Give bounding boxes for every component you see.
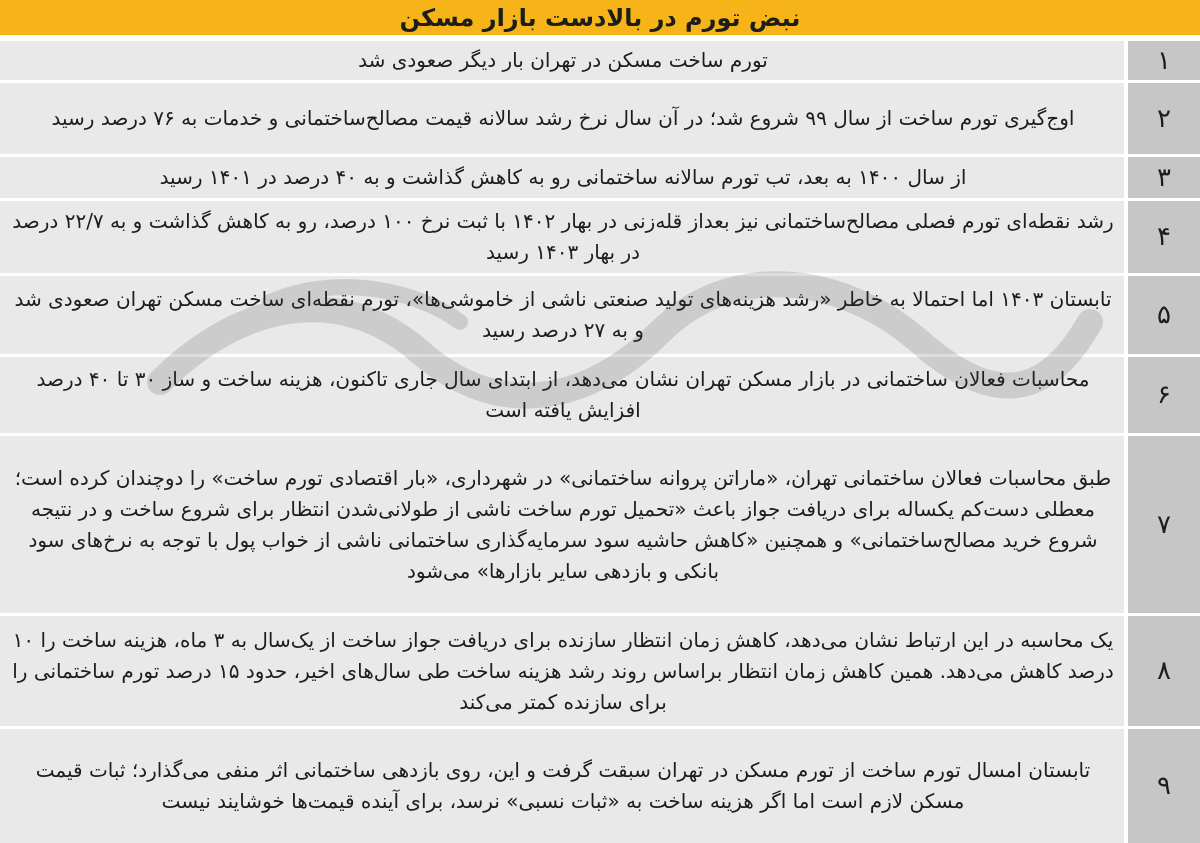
row-text-cell bbox=[0, 436, 1124, 613]
table-row bbox=[0, 83, 1200, 154]
page-title: نبض تورم در بالادست بازار مسکن bbox=[399, 3, 801, 32]
row-text-cell bbox=[0, 276, 1124, 354]
row-text-cell bbox=[0, 201, 1124, 273]
row-number: ۶ bbox=[1128, 357, 1200, 433]
row-number: ۸ bbox=[1128, 616, 1200, 726]
table-row bbox=[0, 357, 1200, 433]
row-number: ۷ bbox=[1128, 436, 1200, 613]
table-row bbox=[0, 436, 1200, 613]
row-number: ۹ bbox=[1128, 729, 1200, 843]
table-row bbox=[0, 616, 1200, 726]
table-row bbox=[0, 157, 1200, 198]
row-text: اوج‌گیری تورم ساخت از سال ۹۹ شروع شد؛ در آن سال نرخ رشد سالانه قیمت مصالح‌ساختمانی و خدمات به ۷۶ درصد رسید bbox=[51, 106, 1075, 130]
row-text: یک محاسبه در این ارتباط نشان می‌دهد، کاهش زمان انتظار سازنده برای دریافت جواز ساخت از یک‌سال به ۳ ماه، هزینه ساخت را ۱۰ درصد کاهش می‌دهد. همین کاهش زمان انتظار براساس روند رشد هزینه ساخت طی سال‌های اخیر، حدود ۱۵ درصد تورم ساختمانی را برای سازنده کمتر می‌کند bbox=[12, 627, 1114, 714]
row-text-cell bbox=[0, 83, 1124, 154]
row-text: تورم ساخت مسکن در تهران بار دیگر صعودی شد bbox=[358, 48, 768, 72]
row-text: از سال ۱۴۰۰ به بعد، تب تورم سالانه ساختمانی رو به کاهش گذاشت و به ۴۰ درصد در ۱۴۰۱ رسید bbox=[159, 165, 967, 189]
row-number: ۲ bbox=[1128, 83, 1200, 154]
row-text: تابستان ۱۴۰۳ اما احتمالا به خاطر «رشد هزینه‌های تولید صنعتی ناشی از خاموشی‌ها»، تورم نقطه‌ای ساخت مسکن تهران صعودی شد و به ۲۷ درصد رسید bbox=[14, 287, 1112, 342]
table-row bbox=[0, 276, 1200, 354]
row-text-cell bbox=[0, 157, 1124, 198]
table-row bbox=[0, 729, 1200, 843]
row-number: ۴ bbox=[1128, 201, 1200, 273]
row-text: طبق محاسبات فعالان ساختمانی تهران، «ماراتن پروانه ساختمانی» در شهرداری، «بار اقتصادی تورم ساخت» را دوچندان کرده است؛ معطلی دست‌کم یکساله برای دریافت جواز باعث «تحمیل تورم ساخت ناشی از طولانی‌شدن انتظار برای شروع ساخت و در نتیجه شروع خرید مصالح‌ساختمانی» و همچنین «کاهش حاشیه سود سرمایه‌گذاری ساختمانی ناشی از خواب پول با توجه به نرخ‌های سود بانکی و بازدهی سایر بازارها» می‌شود bbox=[14, 465, 1112, 583]
row-text: تابستان امسال تورم ساخت از تورم مسکن در تهران سبقت گرفت و این، روی بازدهی ساختمانی اثر منفی می‌گذارد؛ ثبات قیمت مسکن لازم است اما اگر هزینه ساخت به «ثبات نسبی» نرسد، برای آینده قیمت‌ها خوشایند نیست bbox=[35, 758, 1091, 813]
row-text-cell bbox=[0, 357, 1124, 433]
row-text-cell bbox=[0, 729, 1124, 843]
row-text-cell bbox=[0, 41, 1124, 80]
table-row bbox=[0, 41, 1200, 80]
row-number: ۱ bbox=[1128, 41, 1200, 80]
row-number: ۳ bbox=[1128, 157, 1200, 198]
row-text: رشد نقطه‌ای تورم فصلی مصالح‌ساختمانی نیز بعداز قله‌زنی در بهار ۱۴۰۲ با ثبت نرخ ۱۰۰ درصد، رو به کاهش گذاشت و به ۲۲/۷ درصد در بهار ۱۴۰۳ رسید bbox=[12, 209, 1114, 264]
row-text-cell bbox=[0, 616, 1124, 726]
row-number: ۵ bbox=[1128, 276, 1200, 354]
table-row bbox=[0, 201, 1200, 273]
row-text: محاسبات فعالان ساختمانی در بازار مسکن تهران نشان می‌دهد، از ابتدای سال جاری تاکنون، هزینه ساخت و ساز ۳۰ تا ۴۰ درصد افزایش یافته است bbox=[36, 367, 1090, 422]
title-bar bbox=[0, 0, 1200, 38]
